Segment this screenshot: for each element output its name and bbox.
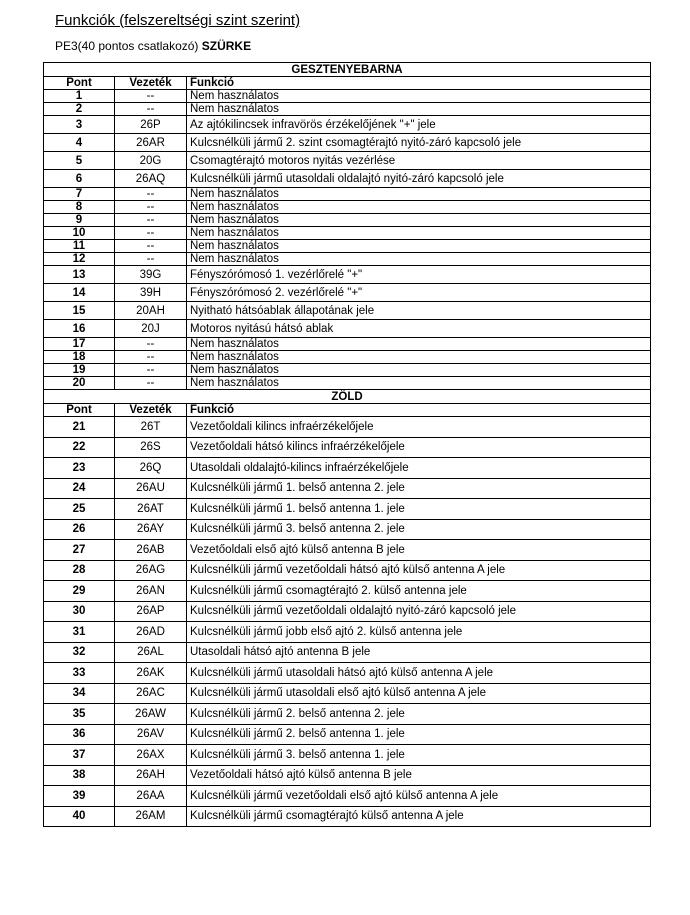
table-row <box>44 663 651 684</box>
function-description: Kulcsnélküli jármű 2. szint csomagtérajtó nyitó-záró kapcsoló jele <box>187 134 651 152</box>
function-description: Fényszórómosó 1. vezérlőrelé "+" <box>187 266 651 284</box>
wire-code: -- <box>115 351 187 364</box>
pin-number: 25 <box>44 499 115 520</box>
pin-number: 35 <box>44 704 115 725</box>
table-row <box>44 351 651 364</box>
table-row <box>44 152 651 170</box>
pin-number: 15 <box>44 302 115 320</box>
wire-code: -- <box>115 338 187 351</box>
function-description: Kulcsnélküli jármű 2. belső antenna 2. jele <box>187 704 651 725</box>
function-description: Nem használatos <box>187 253 651 266</box>
section-header-row <box>44 63 651 77</box>
function-description: Kulcsnélküli jármű csomagtérajtó 2. külső antenna jele <box>187 581 651 602</box>
table-row <box>44 499 651 520</box>
function-description: Vezetőoldali hátsó ajtó külső antenna B jele <box>187 765 651 786</box>
subtitle-text: PE3(40 pontos csatlakozó) <box>55 39 202 53</box>
table-row <box>44 417 651 438</box>
table-row <box>44 227 651 240</box>
column-header-row <box>44 404 651 417</box>
pin-number: 6 <box>44 170 115 188</box>
wire-code: 26AC <box>115 683 187 704</box>
function-description: Motoros nyitású hátsó ablak <box>187 320 651 338</box>
pin-number: 22 <box>44 437 115 458</box>
pin-number: 12 <box>44 253 115 266</box>
wire-code: 20G <box>115 152 187 170</box>
pin-number: 7 <box>44 188 115 201</box>
column-header-funkcio: Funkció <box>187 77 651 90</box>
table-row <box>44 622 651 643</box>
pin-number: 8 <box>44 201 115 214</box>
function-description: Kulcsnélküli jármű vezetőoldali első ajtó külső antenna A jele <box>187 786 651 807</box>
wire-code: 26AG <box>115 560 187 581</box>
table-body <box>44 63 651 827</box>
function-description: Kulcsnélküli jármű vezetőoldali oldalajtó nyitó-záró kapcsoló jele <box>187 601 651 622</box>
pin-function-table <box>43 62 651 827</box>
wire-code: 26AQ <box>115 170 187 188</box>
pin-number: 13 <box>44 266 115 284</box>
function-description: Kulcsnélküli jármű 1. belső antenna 2. jele <box>187 478 651 499</box>
table-row <box>44 253 651 266</box>
wire-code: -- <box>115 377 187 390</box>
pin-number: 24 <box>44 478 115 499</box>
table-row <box>44 560 651 581</box>
function-description: Nem használatos <box>187 338 651 351</box>
table-row <box>44 478 651 499</box>
wire-code: -- <box>115 240 187 253</box>
wire-code: 26AM <box>115 806 187 827</box>
pin-number: 1 <box>44 90 115 103</box>
wire-code: 26AH <box>115 765 187 786</box>
wire-code: 26AT <box>115 499 187 520</box>
wire-code: 26AU <box>115 478 187 499</box>
wire-code: -- <box>115 227 187 240</box>
function-description: Nem használatos <box>187 90 651 103</box>
table-row <box>44 134 651 152</box>
table-row <box>44 519 651 540</box>
pin-number: 3 <box>44 116 115 134</box>
pin-number: 30 <box>44 601 115 622</box>
table-row <box>44 284 651 302</box>
wire-code: -- <box>115 253 187 266</box>
table-row <box>44 320 651 338</box>
wire-code: 20J <box>115 320 187 338</box>
wire-code: -- <box>115 90 187 103</box>
table-row <box>44 103 651 116</box>
table-row <box>44 458 651 479</box>
wire-code: 26AB <box>115 540 187 561</box>
function-description: Nem használatos <box>187 377 651 390</box>
function-description: Nyitható hátsóablak állapotának jele <box>187 302 651 320</box>
wire-code: 26AD <box>115 622 187 643</box>
function-description: Nem használatos <box>187 188 651 201</box>
page-title: Funkciók (felszereltségi szint szerint) <box>55 12 301 29</box>
column-header-vezetek: Vezeték <box>115 77 187 90</box>
table-row <box>44 90 651 103</box>
table-row <box>44 704 651 725</box>
pin-number: 31 <box>44 622 115 643</box>
wire-code: 39G <box>115 266 187 284</box>
column-header-pont: Pont <box>44 77 115 90</box>
wire-code: 20AH <box>115 302 187 320</box>
wire-code: -- <box>115 214 187 227</box>
section-header-row <box>44 390 651 404</box>
wire-code: 26AR <box>115 134 187 152</box>
pin-number: 20 <box>44 377 115 390</box>
function-description: Kulcsnélküli jármű 1. belső antenna 1. jele <box>187 499 651 520</box>
column-header-vezetek: Vezeték <box>115 404 187 417</box>
wire-code: -- <box>115 188 187 201</box>
function-description: Kulcsnélküli jármű utasoldali hátsó ajtó külső antenna A jele <box>187 663 651 684</box>
pin-number: 19 <box>44 364 115 377</box>
connector-subtitle <box>55 39 251 53</box>
wire-code: 26AA <box>115 786 187 807</box>
wire-code: 26AW <box>115 704 187 725</box>
table-row <box>44 642 651 663</box>
function-description: Nem használatos <box>187 214 651 227</box>
wire-code: 26Q <box>115 458 187 479</box>
wire-code: 26AV <box>115 724 187 745</box>
section-name: GESZTENYEBARNA <box>44 63 651 77</box>
function-description: Nem használatos <box>187 103 651 116</box>
pin-number: 23 <box>44 458 115 479</box>
pin-number: 32 <box>44 642 115 663</box>
function-description: Nem használatos <box>187 201 651 214</box>
table-row <box>44 765 651 786</box>
wire-code: 26AP <box>115 601 187 622</box>
function-description: Kulcsnélküli jármű 3. belső antenna 1. jele <box>187 745 651 766</box>
function-description: Kulcsnélküli jármű csomagtérajtó külső antenna A jele <box>187 806 651 827</box>
pin-number: 33 <box>44 663 115 684</box>
table-row <box>44 116 651 134</box>
table-row <box>44 683 651 704</box>
subtitle-color: SZÜRKE <box>201 39 252 53</box>
table-row <box>44 364 651 377</box>
function-description: Utasoldali oldalajtó-kilincs infraérzékelőjele <box>187 458 651 479</box>
table-row <box>44 786 651 807</box>
wire-code: -- <box>115 364 187 377</box>
pin-number: 5 <box>44 152 115 170</box>
section-name: ZÖLD <box>44 390 651 404</box>
table-row <box>44 601 651 622</box>
function-description: Kulcsnélküli jármű jobb első ajtó 2. külső antenna jele <box>187 622 651 643</box>
table-row <box>44 745 651 766</box>
pin-number: 21 <box>44 417 115 438</box>
table-row <box>44 201 651 214</box>
function-description: Kulcsnélküli jármű 2. belső antenna 1. jele <box>187 724 651 745</box>
table-row <box>44 377 651 390</box>
table-row <box>44 170 651 188</box>
wire-code: 26T <box>115 417 187 438</box>
table-row <box>44 266 651 284</box>
table-row <box>44 437 651 458</box>
wire-code: -- <box>115 201 187 214</box>
wire-code: 26S <box>115 437 187 458</box>
pin-number: 40 <box>44 806 115 827</box>
table-row <box>44 806 651 827</box>
pin-number: 27 <box>44 540 115 561</box>
pin-number: 37 <box>44 745 115 766</box>
pin-number: 39 <box>44 786 115 807</box>
pin-number: 4 <box>44 134 115 152</box>
table-row <box>44 188 651 201</box>
table-row <box>44 240 651 253</box>
pin-number: 36 <box>44 724 115 745</box>
table-row <box>44 214 651 227</box>
table-row <box>44 302 651 320</box>
table-row <box>44 581 651 602</box>
column-header-row <box>44 77 651 90</box>
function-description: Vezetőoldali első ajtó külső antenna B jele <box>187 540 651 561</box>
pin-number: 38 <box>44 765 115 786</box>
pin-number: 17 <box>44 338 115 351</box>
function-description: Nem használatos <box>187 240 651 253</box>
pin-number: 11 <box>44 240 115 253</box>
function-description: Kulcsnélküli jármű utasoldali oldalajtó nyitó-záró kapcsoló jele <box>187 170 651 188</box>
wire-code: 26AY <box>115 519 187 540</box>
pin-number: 10 <box>44 227 115 240</box>
pin-number: 14 <box>44 284 115 302</box>
table-row <box>44 540 651 561</box>
function-description: Kulcsnélküli jármű 3. belső antenna 2. jele <box>187 519 651 540</box>
function-description: Nem használatos <box>187 227 651 240</box>
table-row <box>44 338 651 351</box>
function-description: Vezetőoldali kilincs infraérzékelőjele <box>187 417 651 438</box>
wire-code: 39H <box>115 284 187 302</box>
pin-number: 2 <box>44 103 115 116</box>
wire-code: -- <box>115 103 187 116</box>
wire-code: 26AL <box>115 642 187 663</box>
wire-code: 26AX <box>115 745 187 766</box>
pin-number: 26 <box>44 519 115 540</box>
column-header-funkcio: Funkció <box>187 404 651 417</box>
function-description: Vezetőoldali hátsó kilincs infraérzékelőjele <box>187 437 651 458</box>
function-description: Kulcsnélküli jármű utasoldali első ajtó külső antenna A jele <box>187 683 651 704</box>
pin-number: 16 <box>44 320 115 338</box>
function-description: Nem használatos <box>187 351 651 364</box>
pin-number: 18 <box>44 351 115 364</box>
pin-number: 9 <box>44 214 115 227</box>
pin-number: 34 <box>44 683 115 704</box>
wire-code: 26AN <box>115 581 187 602</box>
function-description: Fényszórómosó 2. vezérlőrelé "+" <box>187 284 651 302</box>
pin-number: 28 <box>44 560 115 581</box>
pin-number: 29 <box>44 581 115 602</box>
table-row <box>44 724 651 745</box>
function-description: Kulcsnélküli jármű vezetőoldali hátsó ajtó külső antenna A jele <box>187 560 651 581</box>
column-header-pont: Pont <box>44 404 115 417</box>
wire-code: 26AK <box>115 663 187 684</box>
function-description: Az ajtókilincsek infravörös érzékelőjének "+" jele <box>187 116 651 134</box>
function-description: Csomagtérajtó motoros nyitás vezérlése <box>187 152 651 170</box>
function-description: Utasoldali hátsó ajtó antenna B jele <box>187 642 651 663</box>
wire-code: 26P <box>115 116 187 134</box>
function-description: Nem használatos <box>187 364 651 377</box>
